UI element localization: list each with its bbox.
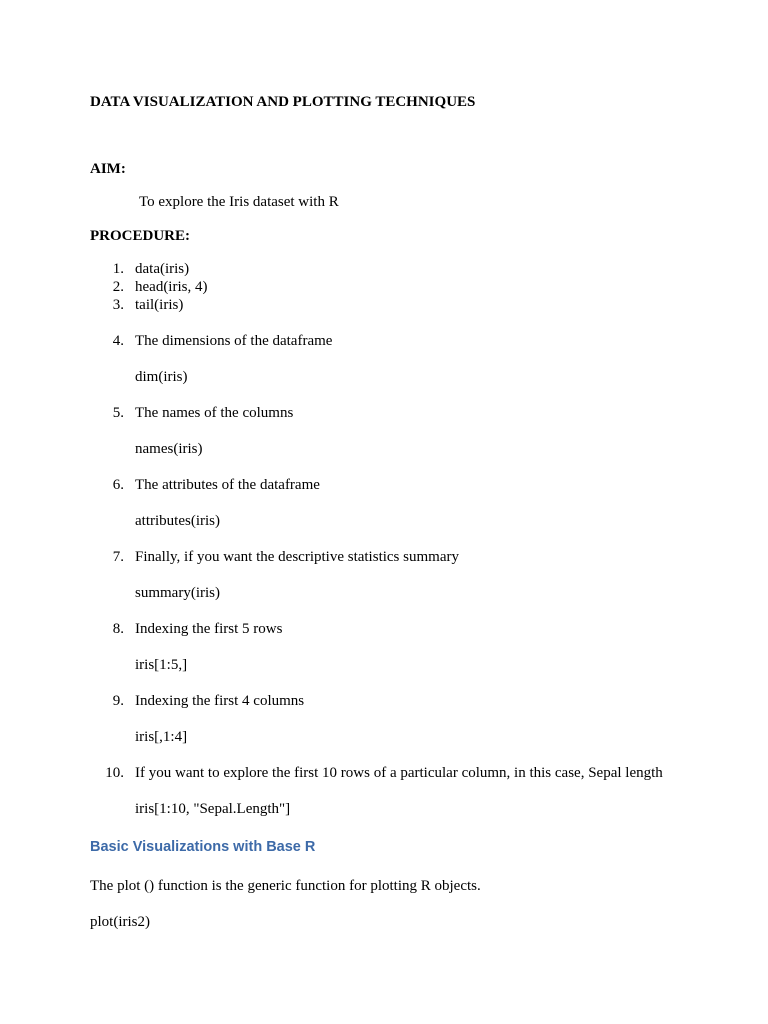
step-text: If you want to explore the first 10 rows of a particular column, in this case, Sepal length	[135, 765, 663, 781]
page-title: DATA VISUALIZATION AND PLOTTING TECHNIQUES	[90, 94, 476, 110]
final-code: plot(iris2)	[90, 914, 150, 930]
step-number: 9.	[112, 693, 124, 709]
aim-text: To explore the Iris dataset with R	[139, 194, 339, 210]
step-text: tail(iris)	[135, 297, 184, 313]
step-number: 10.	[105, 765, 124, 781]
step-text: head(iris, 4)	[135, 279, 208, 295]
step-code: attributes(iris)	[135, 513, 220, 529]
step-code: iris[1:5,]	[135, 657, 188, 673]
step-number: 2.	[112, 279, 124, 295]
step-number: 6.	[112, 477, 124, 493]
step-text: Finally, if you want the descriptive statistics summary	[135, 549, 459, 565]
step-number: 8.	[112, 621, 124, 637]
step-text: Indexing the first 5 rows	[135, 621, 283, 637]
step-text: The names of the columns	[135, 405, 294, 421]
aim-heading: AIM:	[90, 161, 126, 177]
step-code: summary(iris)	[135, 585, 220, 601]
step-text: The dimensions of the dataframe	[135, 333, 333, 349]
step-code: iris[1:10, "Sepal.Length"]	[135, 801, 291, 817]
step-number: 7.	[112, 549, 124, 565]
step-code: dim(iris)	[135, 369, 188, 385]
step-number: 1.	[112, 261, 124, 277]
step-code: iris[,1:4]	[135, 729, 188, 745]
step-code: names(iris)	[135, 441, 203, 457]
step-number: 4.	[112, 333, 124, 349]
step-text: The attributes of the dataframe	[135, 477, 320, 493]
step-number: 5.	[112, 405, 124, 421]
section-heading: Basic Visualizations with Base R	[90, 839, 316, 855]
step-text: data(iris)	[135, 261, 190, 277]
procedure-heading: PROCEDURE:	[90, 228, 190, 244]
paragraph-text: The plot () function is the generic function for plotting R objects.	[90, 878, 481, 894]
step-text: Indexing the first 4 columns	[135, 693, 305, 709]
step-number: 3.	[112, 297, 124, 313]
